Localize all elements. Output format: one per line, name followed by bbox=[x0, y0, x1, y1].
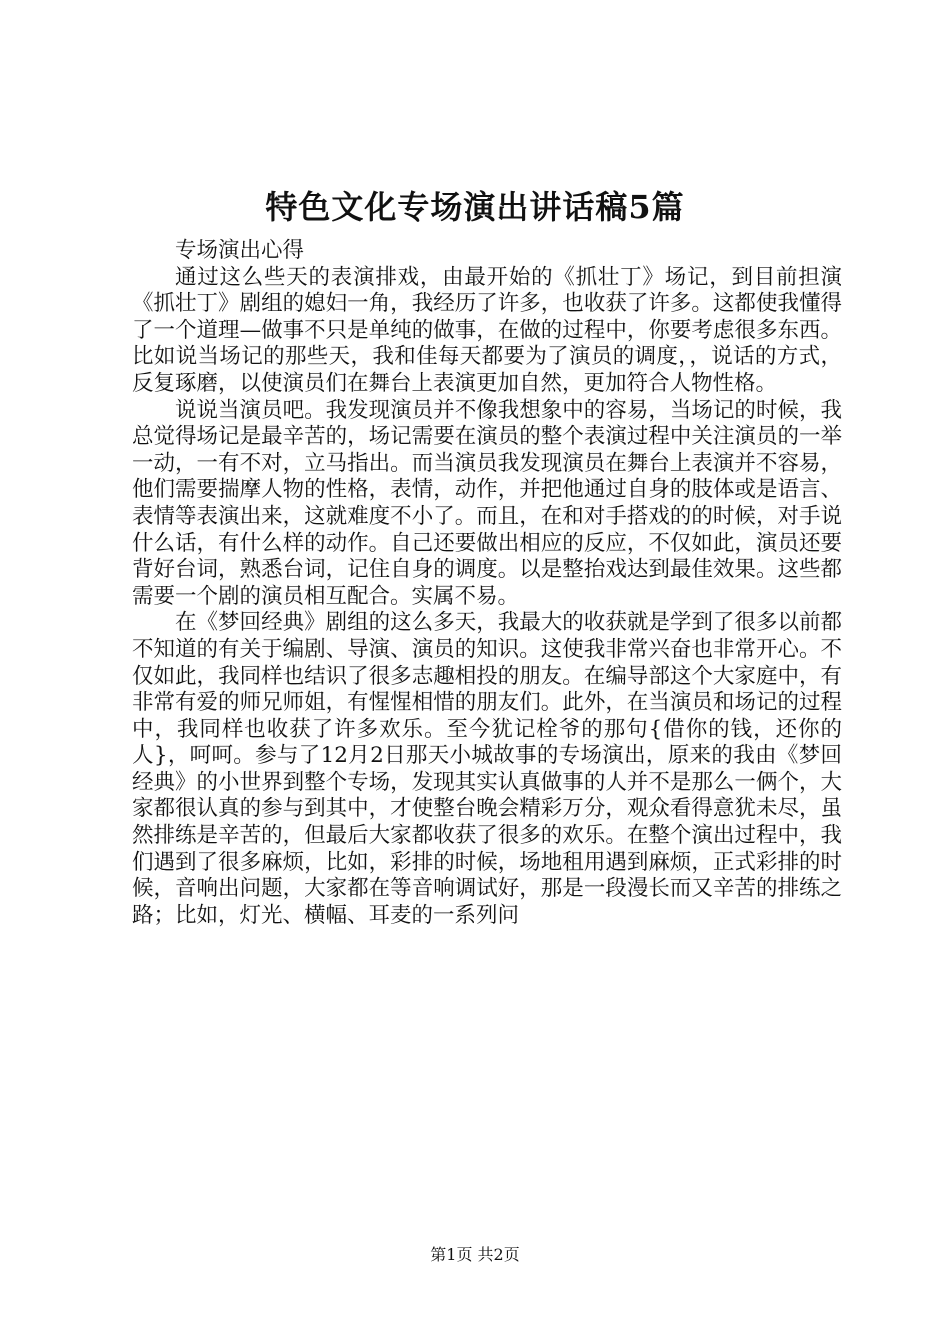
paragraph-3: 在《梦回经典》剧组的这么多天，我最大的收获就是学到了很多以前都不知道的有关于编剧、导演、演员的知识。这使我非常兴奋也非常开心。不仅如此，我同样也结识了很多志趣相投的朋友。在编导部这个大家庭中，有非常有爱的师兄师姐，有惺惺相惜的朋友们。此外，在当演员和场记的过程中，我同样也收获了许多欢乐。至今犹记栓爷的那句{借你的钱，还你的人}，呵呵。参与了12月2日那天小城故事的专场演出，原来的我由《梦回经典》的小世界到整个专场，发现其实认真做事的人并不是那么一俩个，大家都很认真的参与到其中，才使整台晚会精彩万分，观众看得意犹未尽，虽然排练是辛苦的，但最后大家都收获了很多的欢乐。在整个演出过程中，我们遇到了很多麻烦，比如，彩排的时候，场地租用遇到麻烦，正式彩排的时候，音响出问题，大家都在等音响调试好，那是一段漫长而又辛苦的排练之路；比如，灯光、横幅、耳麦的一系列问 bbox=[132, 610, 842, 928]
subheading: 专场演出心得 bbox=[175, 238, 305, 263]
document-title: 特色文化专场演出讲话稿5篇 bbox=[265, 188, 685, 226]
paragraph-2: 说说当演员吧。我发现演员并不像我想象中的容易，当场记的时候，我总觉得场记是最辛苦的，场记需要在演员的整个表演过程中关注演员的一举一动，一有不对，立马指出。而当演员我发现演员在舞台上表演并不容易，他们需要揣摩人物的性格，表情，动作，并把他通过自身的肢体或是语言、表情等表演出来，这就难度不小了。而且，在和对手搭戏的的时候，对手说什么话，有什么样的动作。自己还要做出相应的反应，不仅如此，演员还要背好台词，熟悉台词，记住自身的调度。以是整抬戏达到最佳效果。这些都需要一个剧的演员相互配合。实属不易。 bbox=[132, 397, 842, 609]
paragraph-1: 通过这么些天的表演排戏，由最开始的《抓壮丁》场记，到目前担演《抓壮丁》剧组的媳妇一角，我经历了许多，也收获了许多。这都使我懂得了一个道理—做事不只是单纯的做事，在做的过程中，你要考虑很多东西。比如说当场记的那些天，我和佳每天都要为了演员的调度，，说话的方式，反复琢磨，以使演员们在舞台上表演更加自然，更加符合人物性格。 bbox=[132, 264, 842, 396]
page-footer: 第1页 共2页 bbox=[430, 1245, 520, 1264]
document-body bbox=[132, 238, 842, 929]
